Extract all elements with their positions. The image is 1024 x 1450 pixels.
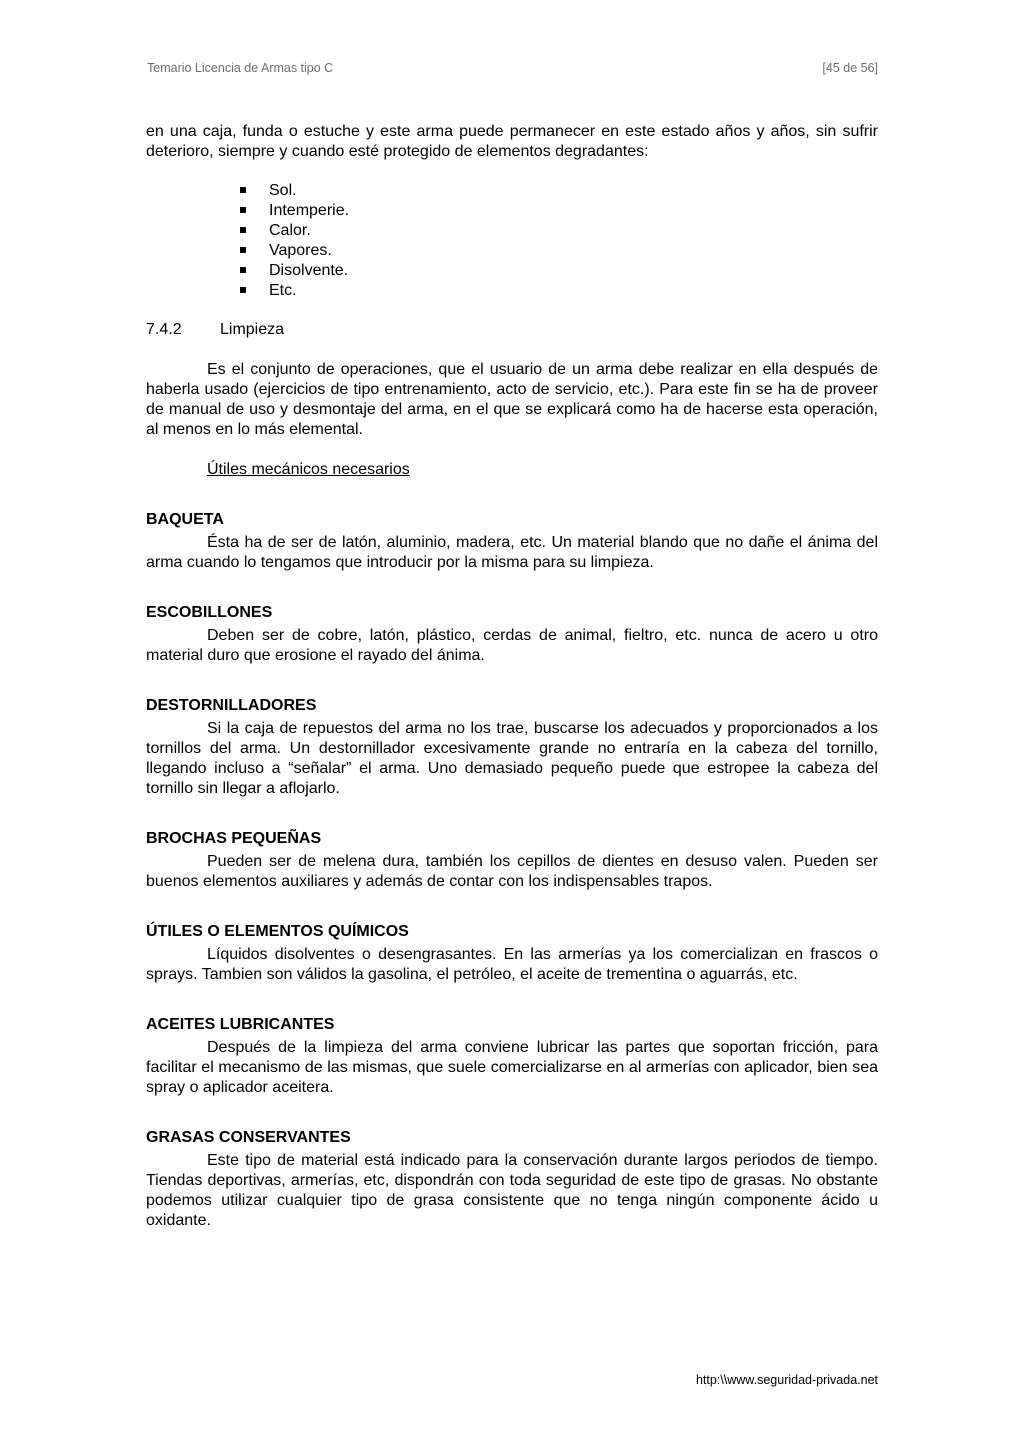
- list-item: Intemperie.: [240, 201, 878, 221]
- page-content: [146, 122, 878, 1231]
- square-bullet-icon: [240, 267, 246, 273]
- term-heading: BAQUETA: [146, 511, 224, 528]
- term-heading: DESTORNILLADORES: [146, 697, 317, 714]
- term-heading: ACEITES LUBRICANTES: [146, 1016, 335, 1033]
- term-description: Ésta ha de ser de latón, aluminio, madera, etc. Un material blando que no dañe el ánima del arma cuando lo tengamos que introducir por la misma para su limpieza.: [146, 534, 878, 571]
- section-title: Limpieza: [220, 321, 285, 338]
- term-description: Líquidos disolventes o desengrasantes. En las armerías ya los comercializan en frascos o sprays. Tambien son válidos la gasolina, el petróleo, el aceite de trementina o aguarrás, etc.: [146, 946, 878, 983]
- term-description: Deben ser de cobre, latón, plástico, cerdas de animal, fieltro, etc. nunca de acero u otro material duro que erosione el rayado del ánima.: [146, 627, 878, 664]
- square-bullet-icon: [240, 247, 246, 253]
- term-heading: ÚTILES O ELEMENTOS QUÍMICOS: [146, 923, 409, 940]
- section-heading: [146, 320, 878, 340]
- list-item: Etc.: [240, 281, 878, 301]
- subsection-title: Útiles mecánicos necesarios: [207, 461, 410, 478]
- square-bullet-icon: [240, 187, 246, 193]
- square-bullet-icon: [240, 207, 246, 213]
- term-description: Después de la limpieza del arma conviene lubricar las partes que soportan fricción, para facilitar el mecanismo de las mismas, que suele comercializarse en al armerías con aplicador, bien sea spray o aplicador aceitera.: [146, 1039, 878, 1096]
- footer-url: http:\\www.seguridad-privada.net: [695, 1373, 878, 1387]
- intro-paragraph: en una caja, funda o estuche y este arma puede permanecer en este estado años y años, sin sufrir deterioro, siempre y cuando esté protegido de elementos degradantes:: [146, 123, 878, 160]
- term-description: Pueden ser de melena dura, también los cepillos de dientes en desuso valen. Pueden ser buenos elementos auxiliares y además de contar con los indispensables trapos.: [146, 853, 878, 890]
- page-header: [147, 61, 878, 75]
- bullet-list: [146, 181, 878, 301]
- term-description: Este tipo de material está indicado para la conservación durante largos periodos de tiempo. Tiendas deportivas, armerías, etc, dispondrán con toda seguridad de este tipo de grasas. No obstante podemos utilizar cualquier tipo de grasa consistente que no tenga ningún componente ácido u oxidante.: [146, 1152, 878, 1229]
- term-heading: GRASAS CONSERVANTES: [146, 1129, 351, 1146]
- list-item: Sol.: [240, 181, 878, 201]
- term-description: Si la caja de repuestos del arma no los trae, buscarse los adecuados y proporcionados a los tornillos del arma. Un destornillador excesivamente grande no entraría en la cabeza del tornillo, llegando incluso a “señalar” el arma. Uno demasiado pequeño puede que estropee la cabeza del tornillo sin llegar a aflojarlo.: [146, 720, 878, 797]
- section-paragraph: Es el conjunto de operaciones, que el usuario de un arma debe realizar en ella después de haberla usado (ejercicios de tipo entrenamiento, acto de servicio, etc.). Para este fin se ha de proveer de manual de uso y desmontaje del arma, en el que se explicará como ha de hacerse esta operación, al menos en lo más elemental.: [146, 361, 878, 438]
- section-number: 7.4.2: [146, 321, 182, 338]
- square-bullet-icon: [240, 227, 246, 233]
- header-title: Temario Licencia de Armas tipo C: [147, 61, 334, 75]
- term-heading: ESCOBILLONES: [146, 604, 273, 621]
- square-bullet-icon: [240, 287, 246, 293]
- list-item: Calor.: [240, 221, 878, 241]
- page-number: [45 de 56]: [822, 61, 878, 75]
- list-item: Disolvente.: [240, 261, 878, 281]
- list-item: Vapores.: [240, 241, 878, 261]
- term-heading: BROCHAS PEQUEÑAS: [146, 830, 322, 847]
